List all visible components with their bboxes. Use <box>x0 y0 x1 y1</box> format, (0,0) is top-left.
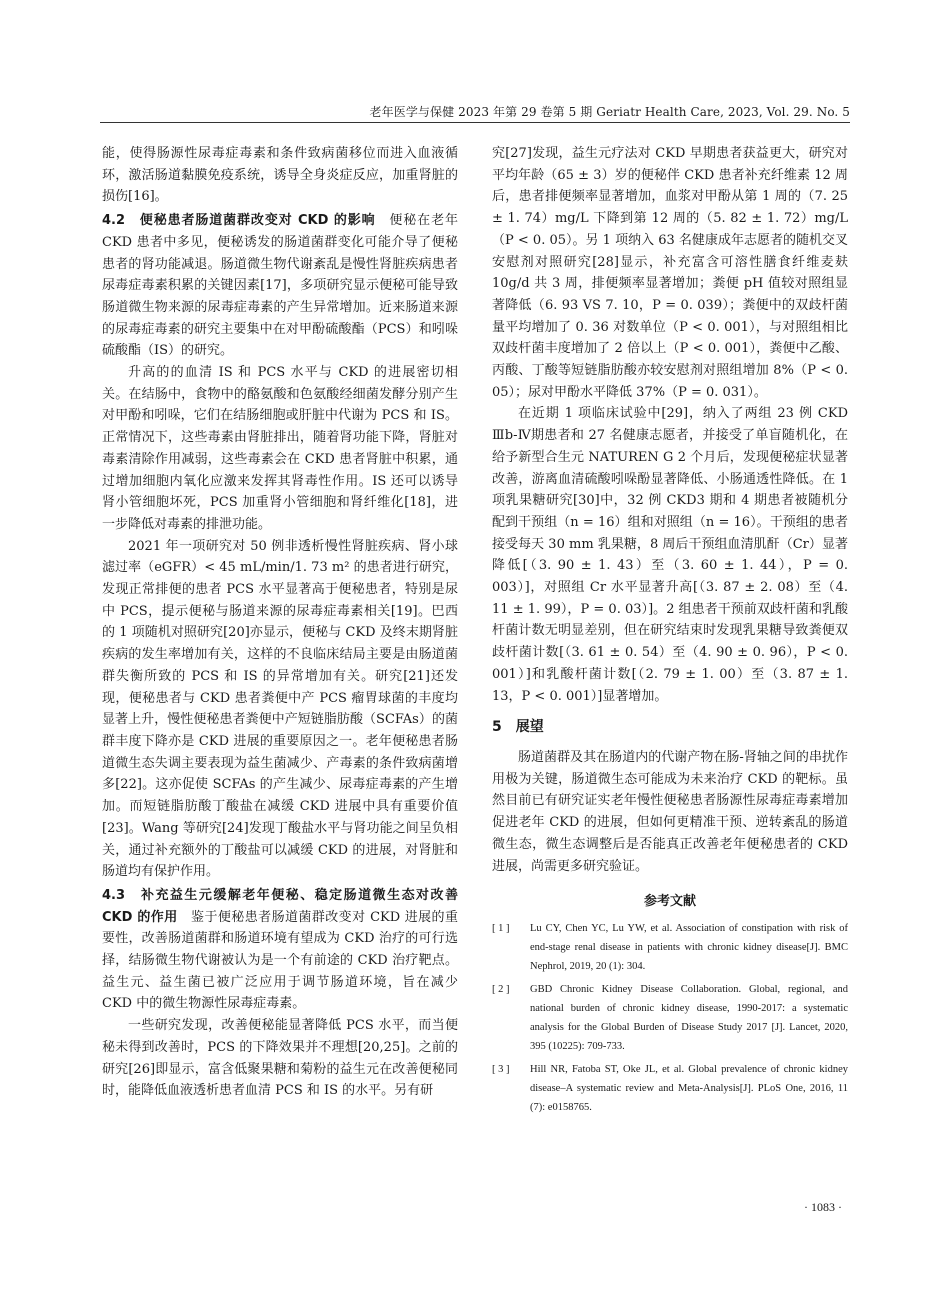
section-5-title <box>492 717 848 739</box>
paragraph-studies: 2021 年一项研究对 50 例非透析慢性肾脏疾病、肾小球滤过率（eGFR）< 45 mL/min/1. 73 m² 的患者进行研究，发现正常排便的患者 PCS 水平显著高于便秘患者，特别是尿中 PCS，提示便秘与肠道来源的尿毒症毒素相关[19]。巴西的 1 项随机对照研究[20]亦显示，便秘与 CKD 及终末期肾脏疾病的发生率增加有关，这样的不良临床结局主要是由肠道菌群失衡所致的 PCS 和 IS 的异常增加有关。研究[21]还发现，便秘患者与 CKD 患者粪便中产 PCS 瘤胃球菌的丰度均显著上升，慢性便秘患者粪便中产短链脂肪酸（SCFAs）的菌群丰度下降亦是 CKD 进展的重要原因之一。老年便秘患者肠道微生态失调主要表现为益生菌减少、产毒素的条件致病菌增多[22]。这亦促使 SCFAs 的产生减少、尿毒症毒素的产生增加。而短链脂肪酸丁酸盐在减缓 CKD 进展中具有重要价值[23]。Wang 等研究[24]发现丁酸盐水平与肾功能之间呈负相关，通过补充额外的丁酸盐可以减缓 CKD 的进展，对肾脏和肠道均有保护作用。 <box>102 538 458 880</box>
header-rule <box>100 122 850 123</box>
paragraph-continued: 能，使得肠源性尿毒症毒素和条件致病菌移位而进入血液循环，激活肠道黏膜免疫系统，诱导全身炎症反应，加重肾脏的损伤[16]。 <box>102 146 458 205</box>
section-4-3 <box>102 885 458 1015</box>
reference-number: [ 3 ] <box>492 1063 510 1075</box>
reference-item <box>492 980 848 1056</box>
paragraph-prebiotics: 一些研究发现，改善便秘能显著降低 PCS 水平，而当便秘未得到改善时，PCS 的下降效果并不理想[20,25]。之前的研究[26]即显示，富含低聚果糖和菊粉的益生元在改善便秘同时，能降低血液透析患者血清 PCS 和 IS 的水平。另有研 <box>102 1018 458 1099</box>
paragraph-clinical-trial: 在近期 1 项临床试验中[29]，纳入了两组 23 例 CKD Ⅲb-Ⅳ期患者和 27 名健康志愿者，并接受了单盲随机化，在给予新型合生元 NATUREN G 2 个月后，发现便秘症状显著改善，游离血清硫酸吲哚酚显著降低、小肠通透性降低。在 1 项乳果糖研究[30]中，32 例 CKD3 期和 4 期患者被随机分配到干预组（n = 16）组和对照组（n = 16）。干预组的患者接受每天 30 mm 乳果糖，8 周后干预组血清肌酐（Cr）显著降低[（3. 90 ± 1. 43）至（3. 60 ± 1. 44），P = 0. 003）]，对照组 Cr 水平显著升高[（3. 87 ± 2. 08）至（4. 11 ± 1. 99），P = 0. 03）]。2 组患者干预前双歧杆菌和乳酸杆菌计数无明显差别，但在研究结束时发现乳果糖导致粪便双歧杆菌计数[（3. 61 ± 0. 54）至（4. 90 ± 0. 96），P < 0. 001）]和乳酸杆菌计数[（2. 79 ± 1. 00）至（3. 87 ± 1. 13，P < 0. 001）]显著增加。 <box>492 406 848 704</box>
reference-text: Hill NR, Fatoba ST, Oke JL, et al. Global prevalence of chronic kidney disease–A systematic review and Meta-Analysis[J]. PLoS One, 2016, 11 (7): e0158765. <box>530 1063 848 1113</box>
section-4-2-heading: 4.2 便秘患者肠道菌群改变对 CKD 的影响 <box>102 213 376 229</box>
reference-text: GBD Chronic Kidney Disease Collaboration. Global, regional, and national burden of chronic kidney disease, 1990-2017: a systematic analysis for the Global Burden of Disease Study 2017 [J]. Lancet, 2020, 395 (10225): 709-733. <box>530 983 848 1052</box>
section-5-label: 展望 <box>515 719 544 736</box>
page-number: · 1083 · <box>804 1200 842 1214</box>
left-column <box>102 143 458 1102</box>
references-title: 参考文献 <box>643 894 696 910</box>
reference-item <box>492 1060 848 1117</box>
paragraph-outlook: 肠道菌群及其在肠道内的代谢产物在肠-肾轴之间的串扰作用极为关键，肠道微生态可能成为未来治疗 CKD 的靶标。虽然目前已有研究证实老年慢性便秘患者肠源性尿毒症毒素增加促进老年 CKD 的进展，但如何更精准干预、逆转紊乱的肠道微生态，微生态调整后是否能真正改善老年便秘患者的 CKD 进展，尚需更多研究验证。 <box>492 749 848 874</box>
right-column <box>492 143 848 1121</box>
section-4-2-body: 便秘在老年 CKD 患者中多见，便秘诱发的肠道菌群变化可能介导了便秘患者的肾功能减退。肠道微生物代谢紊乱是慢性肾脏疾病患者尿毒症毒素积累的关键因素[17]，多项研究显示便秘可能导致肠道微生物来源的尿毒症毒素的产生异常增加。近来肠道来源的尿毒症毒素的研究主要集中在对甲酚硫酸酯（PCS）和吲哚硫酸酯（IS）的研究。 <box>102 213 458 359</box>
section-4-2 <box>102 210 458 362</box>
paragraph-continued-right: 究[27]发现，益生元疗法对 CKD 早期患者获益更大，研究对平均年龄（65 ± 3）岁的便秘伴 CKD 患者补充纤维素 12 周后，患者排便频率显著增加，血浆对甲酚从第 1 周的（7. 25 ± 1. 74）mg/L 下降到第 12 周的（5. 82 ± 1. 72）mg/L（P < 0. 05）。另 1 项纳入 63 名健康成年志愿者的随机交叉安慰剂对照研究[28]显示，补充富含可溶性膳食纤维麦麸 10g/d 共 3 周，排便频率显著增加；粪便 pH 值较对照组显著降低（6. 93 VS 7. 10，P = 0. 039）；粪便中的双歧杆菌量平均增加了 0. 36 对数单位（P < 0. 001），与对照组相比双歧杆菌丰度增加了 2 倍以上（P < 0. 001），粪便中乙酸、丙酸、丁酸等短链脂肪酸亦较安慰剂对照组增加 8%（P < 0. 05）；尿对甲酚水平降低 37%（P = 0. 031）。 <box>492 146 848 400</box>
reference-item <box>492 919 848 976</box>
reference-text: Lu CY, Chen YC, Lu YW, et al. Association of constipation with risk of end-stage renal disease in patients with chronic kidney disease[J]. BMC Nephrol, 2019, 20 (1): 304. <box>530 922 848 972</box>
reference-number: [ 2 ] <box>492 983 510 995</box>
section-5-number: 5 <box>492 719 502 736</box>
paragraph-toxins: 升高的的血清 IS 和 PCS 水平与 CKD 的进展密切相关。在结肠中，食物中的酪氨酸和色氨酸经细菌发酵分别产生对甲酚和吲哚，它们在结肠细胞或肝脏中代谢为 PCS 和 IS。正常情况下，这些毒素由肾脏排出，随着肾功能下降，肾脏对毒素清除作用减弱，这些毒素会在 CKD 患者肾脏中积累，通过增加细胞内氧化应激来发挥其肾毒性作用。IS 还可以诱导肾小管细胞坏死，PCS 加重肾小管细胞和肾纤维化[18]，进一步降低对毒素的排泄功能。 <box>102 365 458 532</box>
section-4-3-heading: 4.3 补充益生元缓解老年便秘、稳定肠道微生态对改善 CKD 的作用 <box>102 887 458 925</box>
running-header: 老年医学与保健 2023 年第 29 卷第 5 期 Geriatr Health Care, 2023, Vol. 29. No. 5 <box>369 105 850 119</box>
reference-number: [ 1 ] <box>492 922 510 934</box>
section-4-3-body: 鉴于便秘患者肠道菌群改变对 CKD 进展的重要性，改善肠道菌群和肠道环境有望成为 CKD 治疗的可行选择，结肠微生物代谢被认为是一个有前途的 CKD 治疗靶点。益生元、益生菌已被广泛应用于调节肠道环境，旨在减少 CKD 中的微生物源性尿毒症毒素。 <box>102 909 458 1012</box>
